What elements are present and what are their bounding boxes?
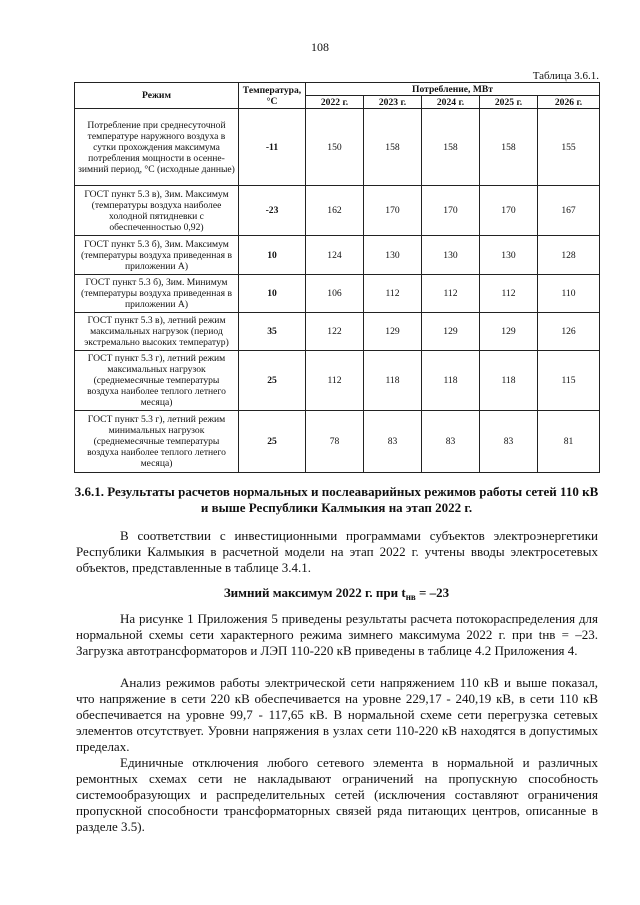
header-year: 2022 г. [306,96,364,109]
value-cell: 158 [364,109,422,186]
header-year: 2025 г. [480,96,538,109]
table-row [75,313,600,351]
value-cell: 170 [480,186,538,236]
table-row [75,275,600,313]
table-row [75,236,600,275]
subheading-winter-max [74,585,599,601]
value-cell: 83 [422,411,480,473]
value-cell: 81 [538,411,600,473]
temperature-cell: 10 [239,236,306,275]
value-cell: 115 [538,351,600,411]
paragraph-figure-results: На рисунке 1 Приложения 5 приведены результаты расчета потокораспределения для нормальной схемы сети характерного режима зимнего максимума 2022 г. при tнв = –23. Загрузка автотрансформаторов и ЛЭП 110-220 кВ приведены в таблице 4.2 Приложения 4. [76,611,598,658]
value-cell: 112 [422,275,480,313]
value-cell: 167 [538,186,600,236]
value-cell: 122 [306,313,364,351]
paragraph-voltage-analysis: Анализ режимов работы электрической сети напряжением 110 кВ и выше показал, что напряжение в сети 220 кВ обеспечивается на уровне 229,17 - 240,19 кВ, в сети 110 кВ обеспечивается на уровне 99,7 - 117,65 кВ. В нормальной схеме сети перегрузка сетевых элементов отсутствует. Уровни напряжения в узлах сети 110-220 кВ находятся в допустимых пределах. [76,675,598,754]
value-cell: 118 [480,351,538,411]
table-row [75,109,600,186]
value-cell: 118 [364,351,422,411]
value-cell: 129 [480,313,538,351]
value-cell: 170 [364,186,422,236]
table-caption: Таблица 3.6.1. [532,70,599,82]
value-cell: 112 [480,275,538,313]
temperature-cell: 10 [239,275,306,313]
regime-cell: Потребление при среднесуточной температуре наружного воздуха в сутки прохождения максимума потребления мощности в осенне-зимний период, °С (исходные данные) [75,109,239,186]
value-cell: 83 [480,411,538,473]
regime-cell: ГОСТ пункт 5.3 б), Зим. Максимум (температуры воздуха приведенная в приложении А) [75,236,239,275]
value-cell: 155 [538,109,600,186]
temperature-cell: 35 [239,313,306,351]
temperature-cell: 25 [239,351,306,411]
header-year: 2023 г. [364,96,422,109]
value-cell: 130 [480,236,538,275]
paragraph-single-outages: Единичные отключения любого сетевого элемента в нормальной и различных ремонтных схемах сети не накладывают ограничений на пропускную способность системообразующих и распределительных сетей (исключения составляют ограничения пропускной способности трансформаторных связей ряда питающих центров, описанные в разделе 3.5). [76,755,598,834]
value-cell: 150 [306,109,364,186]
table-row [75,411,600,473]
regime-cell: ГОСТ пункт 5.3 в), летний режим максимальных нагрузок (период экстремально высоких температур) [75,313,239,351]
value-cell: 112 [364,275,422,313]
value-cell: 129 [422,313,480,351]
regime-cell: ГОСТ пункт 5.3 г), летний режим максимальных нагрузок (среднемесячные температуры воздуха наиболее теплого летнего месяца) [75,351,239,411]
value-cell: 158 [480,109,538,186]
value-cell: 78 [306,411,364,473]
value-cell: 106 [306,275,364,313]
value-cell: 170 [422,186,480,236]
subheading-suffix: = –23 [415,585,450,600]
value-cell: 130 [364,236,422,275]
header-temperature: Температура, °С [239,83,306,109]
value-cell: 124 [306,236,364,275]
consumption-table [74,82,600,473]
paragraph-investment: В соответствии с инвестиционными программами субъектов электроэнергетики Республики Калмыкия в расчетной модели на этап 2022 г. учтены вводы электросетевых объектов, представленные в таблице 3.4.1. [76,528,598,575]
header-regime: Режим [75,83,239,109]
regime-cell: ГОСТ пункт 5.3 в), Зим. Максимум (температуры воздуха наиболее холодной пятидневки с обеспеченностью 0,92) [75,186,239,236]
value-cell: 83 [364,411,422,473]
regime-cell: ГОСТ пункт 5.3 г), летний режим минимальных нагрузок (среднемесячные температуры воздуха наиболее теплого летнего месяца) [75,411,239,473]
header-year: 2026 г. [538,96,600,109]
temperature-cell: -23 [239,186,306,236]
value-cell: 126 [538,313,600,351]
value-cell: 128 [538,236,600,275]
header-year: 2024 г. [422,96,480,109]
regime-cell: ГОСТ пункт 5.3 б), Зим. Минимум (температуры воздуха приведенная в приложении А) [75,275,239,313]
value-cell: 118 [422,351,480,411]
header-consumption: Потребление, МВт [306,83,600,96]
temperature-cell: 25 [239,411,306,473]
subheading-subscript: нв [405,592,416,602]
value-cell: 130 [422,236,480,275]
table-row [75,351,600,411]
value-cell: 158 [422,109,480,186]
page-number: 108 [311,40,329,54]
value-cell: 112 [306,351,364,411]
temperature-cell: -11 [239,109,306,186]
value-cell: 110 [538,275,600,313]
section-heading: 3.6.1. Результаты расчетов нормальных и послеаварийных режимов работы сетей 110 кВ и выше Республики Калмыкия на этап 2022 г. [74,484,599,515]
table-row [75,186,600,236]
value-cell: 129 [364,313,422,351]
value-cell: 162 [306,186,364,236]
subheading-text: Зимний максимум 2022 г. при t [223,585,406,600]
